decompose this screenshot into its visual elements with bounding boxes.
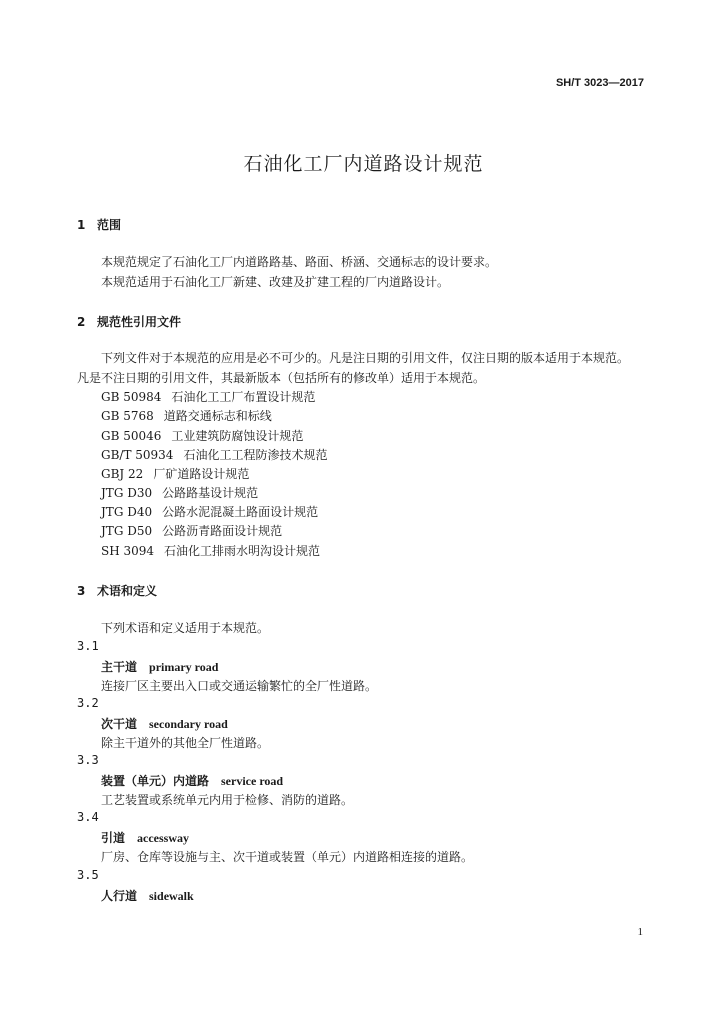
reference-title: 公路沥青路面设计规范 <box>162 524 283 538</box>
reference-code: GB/T 50934 <box>101 448 174 462</box>
reference-code: JTG D30 <box>101 486 153 500</box>
reference-code: JTG D50 <box>101 524 153 538</box>
section-title: 术语和定义 <box>97 584 158 598</box>
clause-number: 3.4 <box>77 810 99 824</box>
term-entry <box>101 772 283 789</box>
term-english: secondary road <box>149 717 228 731</box>
term-entry <box>101 715 228 732</box>
scope-paragraph-2: 本规范适用于石油化工厂新建、改建及扩建工程的厂内道路设计。 <box>101 275 450 289</box>
term-definition: 除主干道外的其他全厂性道路。 <box>101 736 270 750</box>
section-2-heading <box>77 313 181 330</box>
reference-title: 石油化工工厂布置设计规范 <box>171 390 316 404</box>
document-title: 石油化工厂内道路设计规范 <box>243 153 484 175</box>
reference-code: GB 50046 <box>101 429 162 443</box>
references-intro-line-2: 凡是不注日期的引用文件，其最新版本（包括所有的修改单）适用于本规范。 <box>77 371 486 385</box>
reference-code: JTG D40 <box>101 505 153 519</box>
term-english: sidewalk <box>149 889 194 903</box>
section-title: 规范性引用文件 <box>97 315 182 329</box>
clause-number: 3.2 <box>77 696 99 710</box>
term-entry <box>101 887 194 904</box>
reference-item <box>101 542 320 559</box>
section-number: 2 <box>77 315 86 329</box>
standard-code: SH/T 3023—2017 <box>555 77 644 89</box>
reference-title: 公路路基设计规范 <box>162 486 259 500</box>
term-definition: 厂房、仓库等设施与主、次干道或装置（单元）内道路相连接的道路。 <box>101 850 474 864</box>
reference-code: GB 50984 <box>101 390 162 404</box>
section-number: 3 <box>77 584 86 598</box>
reference-item <box>101 465 249 482</box>
term-entry <box>101 829 189 846</box>
reference-item <box>101 427 303 444</box>
clause-number: 3.1 <box>77 639 99 653</box>
reference-title: 厂矿道路设计规范 <box>153 467 250 481</box>
term-chinese: 装置（单元）内道路 <box>101 774 210 788</box>
clause-number: 3.5 <box>77 868 99 882</box>
reference-item <box>101 484 258 501</box>
reference-code: GBJ 22 <box>101 467 144 481</box>
references-intro-line-1: 下列文件对于本规范的应用是必不可少的。凡是注日期的引用文件，仅注日期的版本适用于本规范。 <box>101 351 630 365</box>
term-chinese: 次干道 <box>101 717 138 731</box>
term-definition: 工艺装置或系统单元内用于检修、消防的道路。 <box>101 793 354 807</box>
reference-item <box>101 446 327 463</box>
reference-title: 工业建筑防腐蚀设计规范 <box>171 429 304 443</box>
clause-number: 3.3 <box>77 753 99 767</box>
term-english: accessway <box>137 831 189 845</box>
reference-title: 道路交通标志和标线 <box>163 409 272 423</box>
section-title: 范围 <box>97 218 122 232</box>
term-definition: 连接厂区主要出入口或交通运输繁忙的全厂性道路。 <box>101 679 378 693</box>
reference-title: 石油化工排雨水明沟设计规范 <box>164 544 321 558</box>
reference-code: SH 3094 <box>101 544 155 558</box>
reference-title: 公路水泥混凝土路面设计规范 <box>162 505 319 519</box>
term-chinese: 人行道 <box>101 889 138 903</box>
section-number: 1 <box>77 218 86 232</box>
terms-intro: 下列术语和定义适用于本规范。 <box>101 621 270 635</box>
term-english: service road <box>221 774 284 788</box>
reference-item <box>101 388 315 405</box>
reference-title: 石油化工工程防渗技术规范 <box>183 448 328 462</box>
scope-paragraph-1: 本规范规定了石油化工厂内道路路基、路面、桥涵、交通标志的设计要求。 <box>101 255 498 269</box>
page-number: 1 <box>637 926 643 938</box>
term-entry <box>101 658 218 675</box>
reference-code: GB 5768 <box>101 409 154 423</box>
term-chinese: 主干道 <box>101 660 138 674</box>
term-chinese: 引道 <box>101 831 126 845</box>
reference-item <box>101 522 282 539</box>
section-1-heading <box>77 216 121 233</box>
term-english: primary road <box>149 660 219 674</box>
reference-item <box>101 503 318 520</box>
section-3-heading <box>77 582 157 599</box>
reference-item <box>101 407 272 424</box>
